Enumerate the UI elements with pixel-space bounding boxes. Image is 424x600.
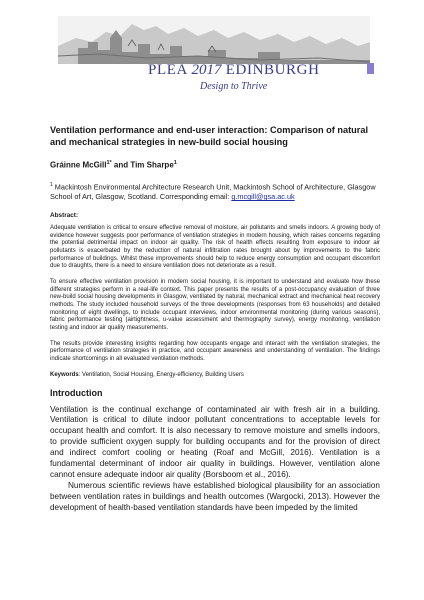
author-1: Gráinne McGill	[50, 160, 107, 170]
introduction-heading: Introduction	[50, 387, 103, 398]
paper-content	[50, 124, 380, 514]
corresponding-email-link[interactable]: g.mcgill@gsa.ac.uk	[231, 192, 295, 202]
author-line	[50, 160, 380, 170]
conference-tagline: Design to Thrive	[200, 81, 268, 92]
abstract-paragraph: To ensure effective ventilation provision in modern social housing, it is important to understand and evaluate how these different strategies perform in a real-life context. This paper presents the results of a post-occupancy evaluation of three new-build social housing developments in Glasgow, ventilated by natural, mechanical extract and mechanical heat recovery methods. The study included household surveys of the three developments (responses from 63 households) and detailed monitoring of eight dwellings, to include occupant interviews, indoor environmental monitoring (during various seasons), fabric performance testing (airtightness, u-value assessment and thermography survey), energy monitoring, ventilation testing and indoor air quality measurements.	[50, 279, 380, 331]
brand-prefix: PLEA	[148, 62, 192, 78]
introduction-paragraph: Numerous scientific reviews have established biological plausibility for an association between ventilation rates in buildings and health outcomes (Wargocki, 2013). However the development of health-based ventilation standards have been impeded by the limited	[50, 480, 380, 512]
abstract-paragraph: Adequate ventilation is critical to ensure effective removal of moisture, air pollutants and smells indoors. A growing body of evidence however suggests poor performance of ventilation strategies in modern housing, which raises concerns regarding the potential detrimental impact on indoor air quality. The risk of health effects resulting from exposure to indoor air pollutants is exacerbated by the reduction of natural infiltration rates brought about by improvements to the fabric performance of buildings. Whilst these improvements should help to reduce energy consumption and occupant discomfort due to draughts, there is a need to ensure ventilation does not deteriorate as a result.	[50, 225, 380, 270]
affiliation-marker: 1	[50, 181, 53, 188]
edinburgh-skyline-illustration	[58, 16, 370, 64]
abstract-paragraph: The results provide interesting insights regarding how occupants engage and interact with the ventilation strategies, the performance of ventilation strategies in practice, and occupant awareness and understanding of ventilation. The findings indicate shortcomings in all evaluated ventilation methods.	[50, 340, 380, 362]
keywords-line	[50, 372, 380, 378]
author-1-marker: 1*	[106, 160, 112, 166]
abstract-label: Abstract:	[50, 212, 79, 220]
paper-title: Ventilation performance and end-user interaction: Comparison of natural and mechanical strategies in new-build social housing	[50, 125, 369, 147]
author-2-marker: 1	[173, 160, 177, 166]
affiliation	[50, 180, 380, 202]
author-joiner: and Tim Sharpe	[111, 160, 174, 170]
keywords-label: Keywords	[50, 371, 79, 378]
brand-accent-box	[367, 63, 374, 74]
conference-brand	[148, 62, 320, 79]
brand-suffix: EDINBURGH	[221, 62, 320, 78]
affiliation-text: Mackintosh Environmental Architecture Research Unit, Mackintosh School of Architecture, Glasgow School of Art, Glasgow, Scotland. Corresponding email:	[50, 182, 376, 202]
introduction-paragraph: Ventilation is the continual exchange of contaminated air with fresh air in a building. Ventilation is critical to dilute indoor pollutant concentrations to acceptable levels for occupant health and comfort. It is also necessary to remove moisture and smells indoors, to provide sufficient oxygen supply for building occupants and for the provision of direct and indirect comfort cooling or heating (Roaf and McGill, 2016). Ventilation is a fundamental determinant of indoor air quality in buildings. However, ventilation alone cannot ensure adequate indoor air quality (Borsboom et al., 2016).	[50, 404, 380, 480]
keywords-list: : Ventilation, Social Housing, Energy-efficiency, Building Users	[78, 371, 244, 378]
brand-year: 2017	[191, 62, 222, 78]
